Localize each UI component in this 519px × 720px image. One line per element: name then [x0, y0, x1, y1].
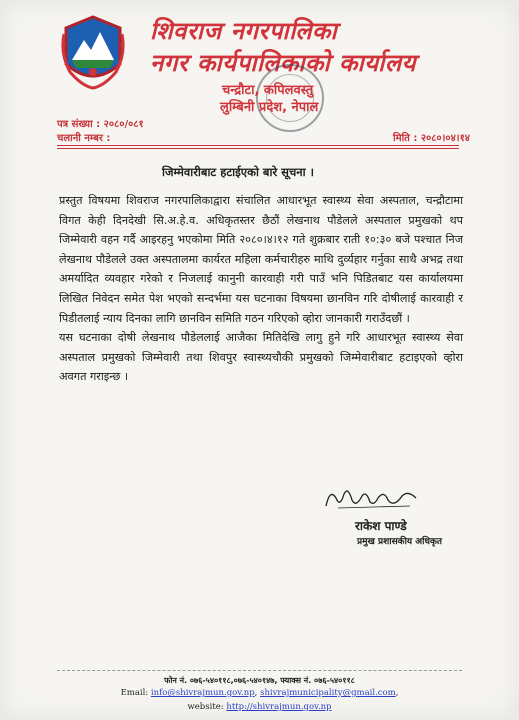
handwritten-signature-icon [318, 484, 428, 512]
municipality-name: शिवराज नगरपालिका [150, 17, 338, 45]
header-divider [57, 145, 459, 146]
website-link[interactable]: http://shivrajmun.gov.np [226, 702, 332, 712]
email-label: Email: [120, 688, 149, 698]
footer-email-line [0, 688, 519, 698]
dispatch-number: चलानी नम्बर : [57, 133, 111, 144]
body-paragraph-2: यस घटनाका दोषी लेखनाथ पौडेललाई आजैका मितिदेखि लागु हुने गरि आधारभूत स्वास्थ्य सेवा अस्पताल प्रमुखको जिम्मेवारी तथा शिवपुर स्वास्थ्यचौकी प्रमुखको जिम्मेवारीबाट हटाइएको व्होरा अवगत गराइन्छ । [59, 331, 463, 384]
email-link-secondary[interactable]: shivrajmunicipality@gmail.com [260, 688, 396, 698]
body-paragraph-1: प्रस्तुत विषयमा शिवराज नगरपालिकाद्वारा संचालित आधारभूत स्वास्थ्य सेवा अस्पताल, चन्द्रौटामा विगत केही दिनदेखी सि.अ.हे.व. अधिकृतस्तर छैठौं लेखनाथ पौडेलले अस्पताल प्रमुखको थप जिम्मेवारी वहन गर्दै आइरहनु भएकोमा मिति २०८०।४।१२ गते शुक्रबार राती १०:३० बजे पश्चात निज लेखनाथ पौडेलले उक्त अस्पतालमा कार्यरत महिला कर्मचारीहरु माथि दुर्व्यहार गर्नुका साथै अभद्र तथा अमर्यादित व्यवहार गरेको र निजलाई कानुनी कारवाही गरी पाउँ भनि पिडितबाट यस कार्यालयमा लिखित निवेदन समेत पेश भएको सन्दर्भमा यस घटनाका विषयमा छानविन गरि दोषीलाई कारवाही र पिडीतलाई न्याय दिनका लागि छानविन समिति गठन गरिएको व्होरा जानकारी गराउँदछौं । [59, 194, 463, 325]
office-province: लुम्बिनी प्रदेश, नेपाल [220, 100, 319, 115]
email-link-primary[interactable]: info@shivrajmun.gov.np [150, 688, 255, 698]
office-name: नगर कार्यपालिकाको कार्यालय [150, 49, 417, 77]
signatory-title: प्रमुख प्रशासकीय अधिकृत [357, 537, 443, 547]
header-divider-secondary [57, 148, 459, 149]
website-label: website: [187, 702, 224, 712]
nepal-government-emblem-icon [60, 14, 126, 90]
office-address: चन्द्रौटा, कपिलवस्तु [222, 83, 314, 98]
footer-website-line [0, 702, 519, 712]
notice-subject: जिम्मेवारीबाट हटाईएको बारे सूचना । [162, 165, 314, 179]
email-end: , [395, 688, 399, 698]
footer-divider [57, 670, 462, 671]
letter-number: पत्र संख्या : २०८०/०८१ [57, 119, 144, 130]
email-separator: , [254, 688, 261, 698]
letter-date: मिति : २०८०।०४।१४ [393, 133, 471, 144]
signatory-name: राकेश पाण्डे [355, 519, 407, 533]
footer-phone: फोन नं. ०७६-५४०११८,०७६-५४०१४७, फ्याक्स नं. ०७६-५४०११८ [164, 676, 355, 685]
notice-body [59, 191, 463, 387]
